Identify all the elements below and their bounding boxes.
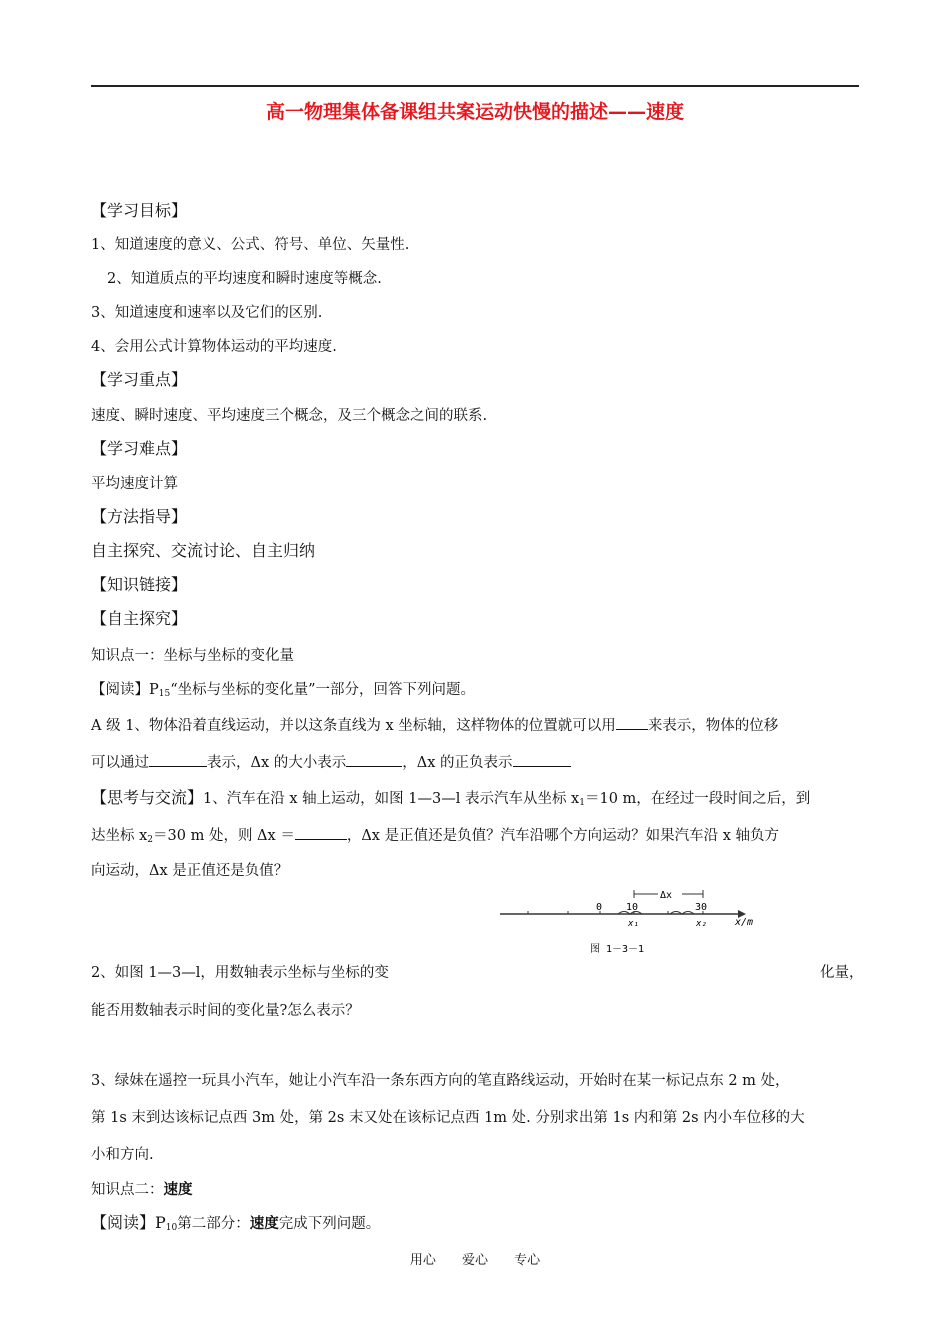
knowledge-point-2-title: 知识点二：速度 [91,1181,193,1198]
question-2-line1: 2、如图 1—3—l，用数轴表示坐标与坐标的变 [91,965,389,981]
explore-heading: 【自主探究】 [91,609,188,628]
tick-label: 30 [695,902,708,913]
question-3-line2: 第 1s 末到达该标记点西 3m 处，第 2s 末又处在该标记点西 1m 处. 分别求出第 1s 内和第 2s 内小车位移的大 [91,1110,805,1126]
key-heading: 【学习重点】 [91,370,188,389]
think-line2: 达坐标 $x_2=30$ m 处，则 Δx ＝ ，Δx 是正值还是负值？汽车沿哪个方向运动？如果汽车沿 x 轴负方 [91,824,779,850]
key-text: 速度、瞬时速度、平均速度三个概念，及三个概念之间的联系. [91,408,488,424]
knowledge-point-1-title: 知识点一：坐标与坐标的变化量 [91,648,294,664]
difficulty-heading: 【学习难点】 [91,439,188,458]
question-2-line2: 能否用数轴表示时间的变化量?怎么表示？ [91,1003,360,1019]
difficulty-text: 平均速度计算 [91,476,178,492]
question-a1-line1: A 级 1、物体沿着直线运动，并以这条直线为 x 坐标轴，这样物体的位置就可以用 来表示，物体的位移 [91,714,778,736]
delta-label: Δx [660,890,673,901]
question-3-line1: 3、绿妹在遥控一玩具小汽车，她让小汽车沿一条东西方向的笔直路线运动，开始时在某一标记点东 2 m 处， [91,1073,790,1089]
link-heading: 【知识链接】 [91,575,188,594]
answer-blank[interactable] [616,714,648,730]
goal-item: 4、会用公式计算物体运动的平均速度. [91,339,337,355]
goal-item: 2、知道质点的平均速度和瞬时速度等概念. [107,271,382,287]
question-a1-line2: 可以通过 表示，Δx 的大小表示 ，Δx 的正负表示 [91,751,571,773]
x1-label: x₁ [628,919,639,929]
document-title: 高一物理集体备课组共案运动快慢的描述——速度 [265,101,684,123]
answer-blank[interactable] [295,824,347,840]
read-instruction-2: 【阅读】$P_{10}$第二部分：速度完成下列问题。 [91,1213,381,1233]
think-line3: 向运动，Δx 是正值还是负值？ [91,863,289,879]
think-line1: 【思考与交流】1、汽车在沿 x 轴上运动，如图 1—3—l 表示汽车从坐标 $x_1=10$ m，在经过一段时间之后，到 [91,788,811,808]
question-2-line1-end: 化量， [820,965,864,981]
goals-heading: 【学习目标】 [91,201,188,220]
tick-label: 10 [626,902,639,913]
method-text: 自主探究、交流讨论、自主归纳 [91,541,316,560]
goal-item: 3、知道速度和速率以及它们的区别. [91,305,323,321]
header-rule [91,85,859,87]
page-footer: 用心 爱心 专心 [409,1253,541,1268]
answer-blank[interactable] [346,751,402,767]
figure-caption: 图 1－3－1 [590,944,645,955]
method-heading: 【方法指导】 [91,507,188,526]
read-instruction-1: 【阅读】$P_{15}“$坐标与坐标的变化量”一部分，回答下列问题。 [91,682,476,699]
goal-item: 1、知道速度的意义、公式、符号、单位、矢量性. [91,237,410,253]
question-3-line3: 小和方向. [91,1147,154,1163]
x2-label: x₂ [696,919,707,929]
answer-blank[interactable] [149,751,207,767]
answer-blank[interactable] [513,751,571,767]
axis-label: x/m [735,917,754,928]
number-line-figure [500,890,770,960]
tick-label: 0 [596,902,603,913]
